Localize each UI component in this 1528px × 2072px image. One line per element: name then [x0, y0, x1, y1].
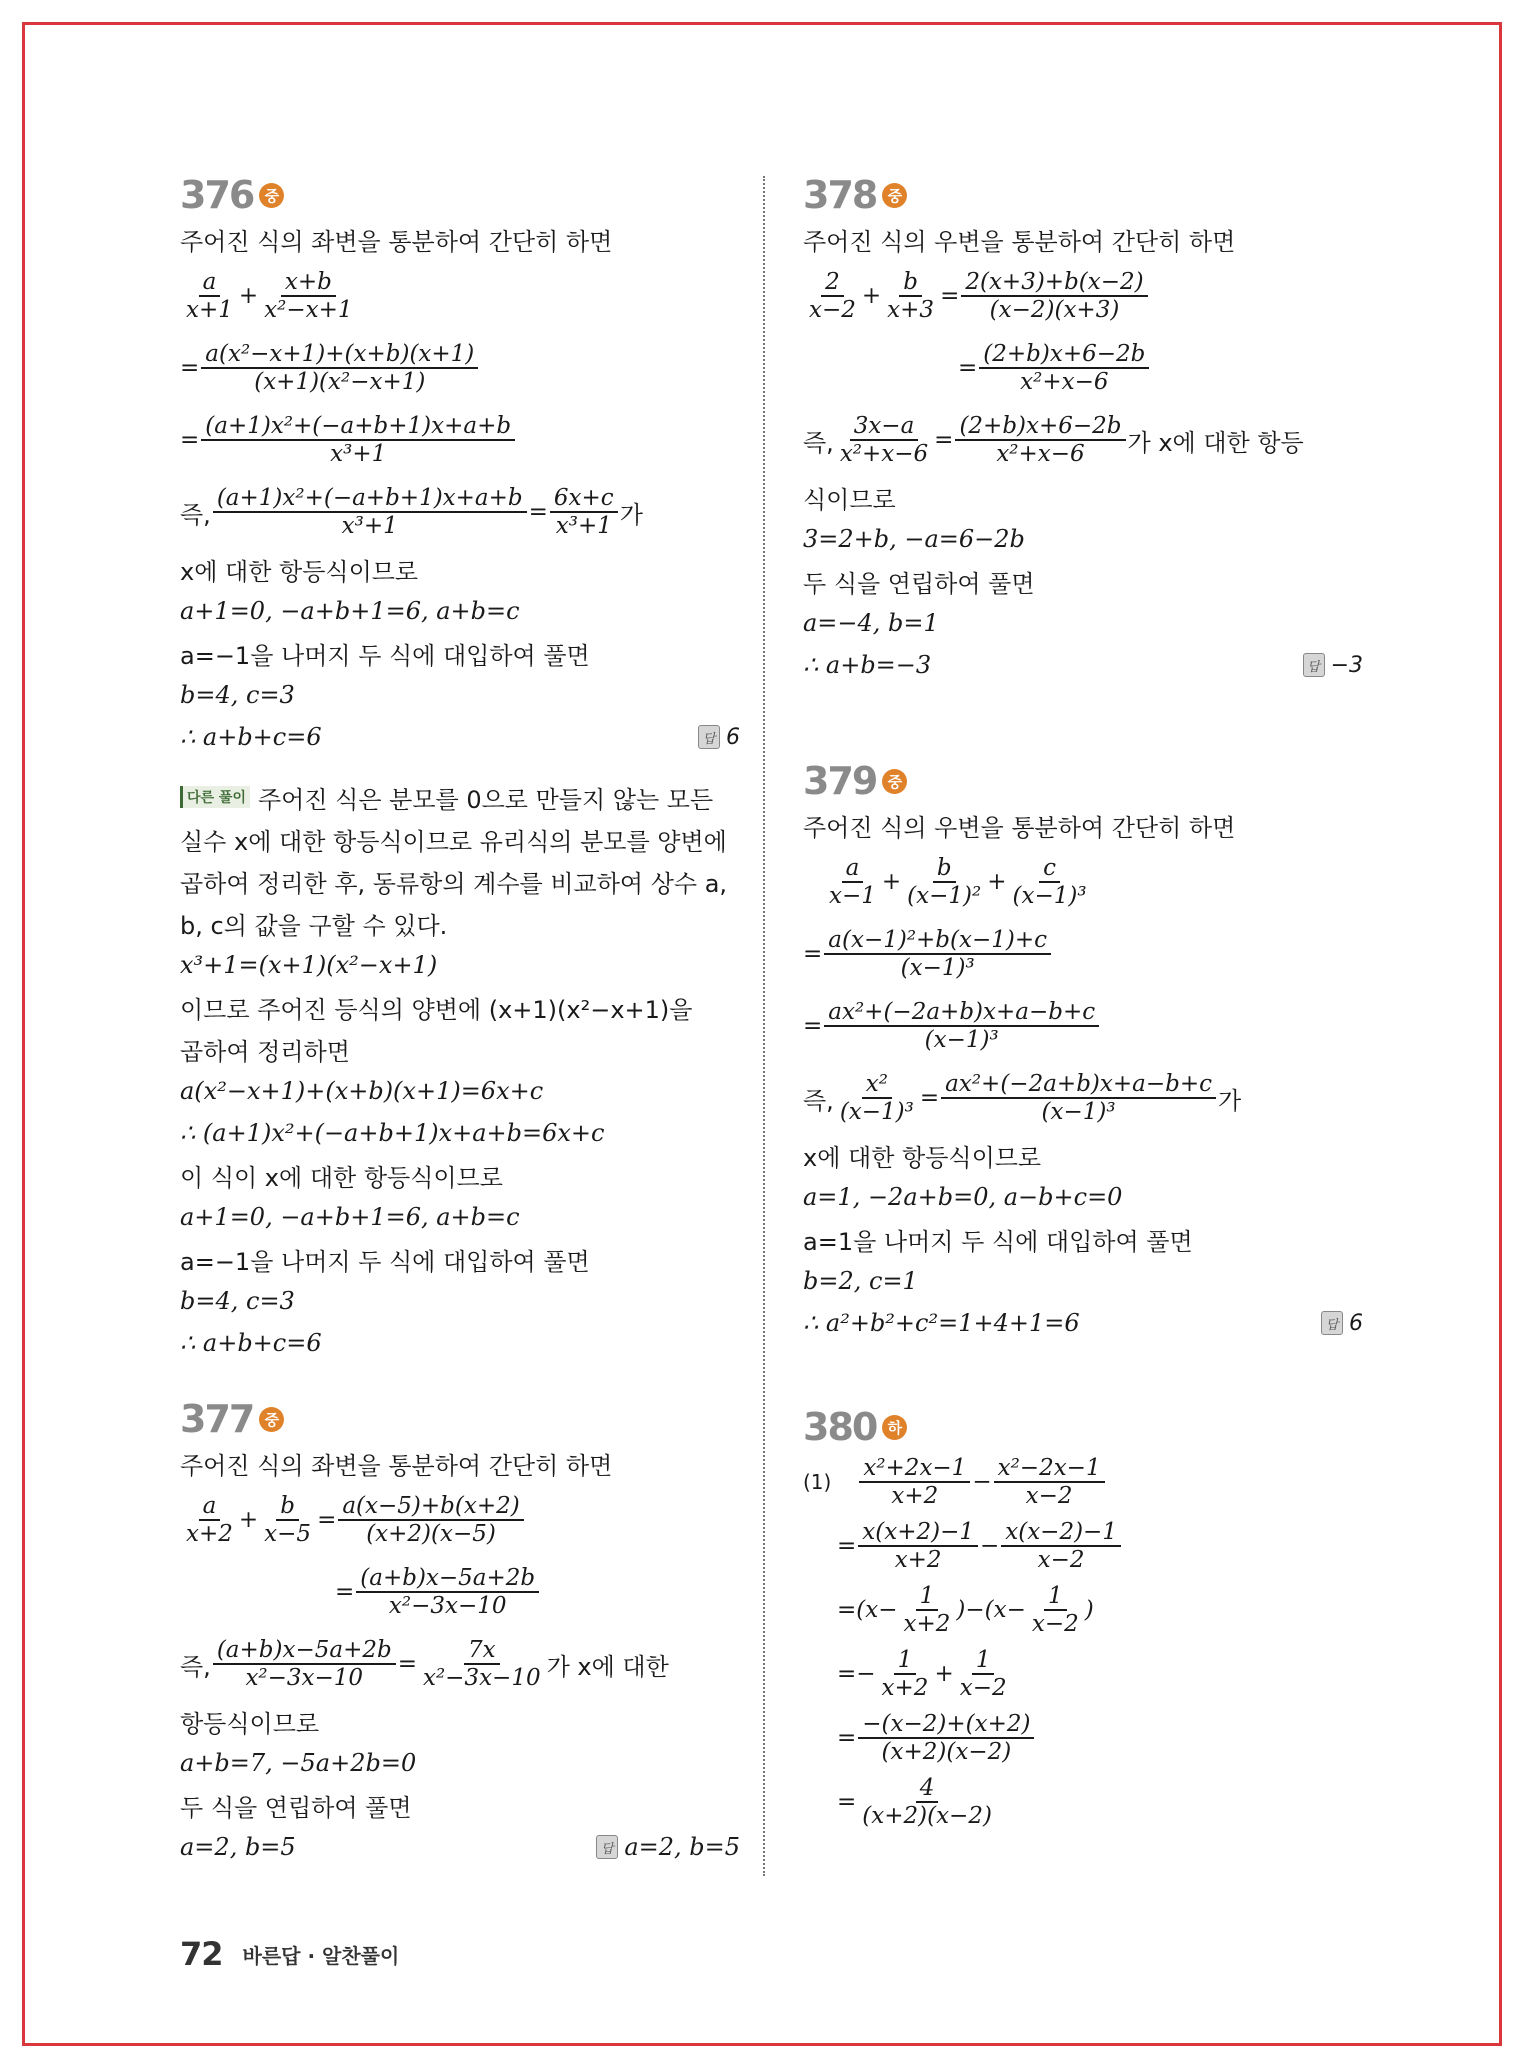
denominator: x−2	[959, 1675, 1007, 1701]
intro-text: 주어진 식의 우변을 통분하여 간단히 하면	[803, 813, 1236, 842]
numerator: 1	[916, 1583, 939, 1611]
numerator: x(x−2)−1	[1001, 1519, 1121, 1547]
fraction	[900, 1583, 955, 1638]
text-line: 식이므로	[803, 485, 896, 514]
numerator: (a+b)x−5a+2b	[356, 1565, 539, 1593]
equation-line	[803, 1706, 1363, 1770]
numerator: b	[899, 269, 922, 297]
denominator: (x−1)³	[900, 955, 975, 981]
expression: )	[1084, 1597, 1094, 1623]
math-line: a+b=7, −5a+2b=0	[180, 1749, 417, 1777]
fraction	[182, 1493, 237, 1548]
math-line: a(x²−x+1)+(x+b)(x+1)=6x+c	[180, 1077, 544, 1105]
problem-377	[180, 1396, 740, 1868]
fraction	[550, 485, 618, 540]
text: 가	[1218, 1086, 1242, 1115]
conclusion: ∴ a²+b²+c²=1+4+1=6	[803, 1309, 1080, 1337]
equation-line	[180, 404, 740, 476]
math-line: b=2, c=1	[803, 1267, 918, 1295]
equation-line	[180, 260, 740, 332]
denominator: (x−1)²	[907, 883, 982, 909]
fraction	[182, 269, 237, 324]
text-line: 두 식을 연립하여 풀면	[803, 569, 1035, 598]
numerator: 1	[972, 1647, 995, 1675]
numerator: 1	[1044, 1583, 1067, 1611]
numerator: a	[199, 269, 221, 297]
fraction	[858, 1711, 1034, 1766]
denominator: x+2	[903, 1611, 951, 1637]
denominator: (x−1)³	[1012, 883, 1087, 909]
text-line: 곱하여 정리한 후, 동류항의 계수를 비교하여 상수 a,	[180, 869, 728, 898]
operator: =	[180, 427, 200, 453]
fraction	[338, 1493, 523, 1548]
denominator: x−2	[1025, 1483, 1073, 1509]
fraction	[883, 269, 938, 324]
problem-number	[803, 758, 1363, 804]
text: 가 x에 대한 항등	[1127, 428, 1304, 457]
problem-number	[180, 172, 740, 218]
denominator: x−2	[1031, 1611, 1079, 1637]
fraction	[961, 269, 1147, 324]
math-line: ∴ a+b+c=6	[180, 1329, 322, 1357]
operator: =	[803, 1013, 823, 1039]
fraction	[805, 269, 860, 324]
numerator: x²	[862, 1071, 892, 1099]
operator: =	[317, 1507, 337, 1533]
difficulty-badge: 중	[259, 183, 284, 208]
operator: =	[919, 1085, 940, 1111]
difficulty-badge: 중	[882, 183, 907, 208]
fraction	[1001, 1519, 1121, 1574]
problem-number-text: 380	[803, 1405, 877, 1449]
denominator: x+3	[887, 297, 935, 323]
denominator: (x+2)(x−2)	[862, 1803, 992, 1829]
difficulty-badge: 중	[259, 1407, 284, 1432]
answer-value: 6	[726, 724, 740, 750]
numerator: −(x−2)+(x+2)	[858, 1711, 1034, 1739]
answer-icon: 답	[1303, 653, 1325, 677]
fraction	[903, 855, 985, 910]
equation-line	[803, 1642, 1363, 1706]
fraction	[213, 1637, 396, 1692]
text-line: a=−1을 나머지 두 식에 대입하여 풀면	[180, 641, 590, 670]
text-line: 이므로 주어진 등식의 양변에 (x+1)(x²−x+1)을	[180, 995, 693, 1024]
numerator: a	[842, 855, 864, 883]
alt-solution-line	[180, 776, 740, 818]
denominator: x−2	[1037, 1547, 1085, 1573]
math-line: ∴ (a+1)x²+(−a+b+1)x+a+b=6x+c	[180, 1119, 605, 1147]
denominator: (x+2)(x−5)	[366, 1521, 496, 1547]
fraction	[201, 413, 515, 468]
numerator: (a+1)x²+(−a+b+1)x+a+b	[201, 413, 515, 441]
conclusion: a=2, b=5	[180, 1833, 296, 1861]
numerator: a(x−5)+b(x+2)	[338, 1493, 523, 1521]
text-line: 두 식을 연립하여 풀면	[180, 1793, 412, 1822]
text-line: b, c의 값을 구할 수 있다.	[180, 911, 448, 940]
answer	[1303, 653, 1363, 678]
text-line: x에 대한 항등식이므로	[180, 557, 419, 586]
numerator: (a+1)x²+(−a+b+1)x+a+b	[213, 485, 527, 513]
fraction	[836, 1071, 918, 1126]
text: 즉,	[180, 500, 211, 529]
text: 가 x에 대한	[546, 1652, 669, 1681]
denominator: x²−3x−10	[388, 1593, 507, 1619]
problem-number-text: 379	[803, 759, 877, 803]
math-line: a=1, −2a+b=0, a−b+c=0	[803, 1183, 1123, 1211]
operator: =	[180, 355, 200, 381]
fraction	[419, 1637, 545, 1692]
numerator: x(x+2)−1	[858, 1519, 978, 1547]
fraction	[836, 413, 932, 468]
denominator: x+2	[894, 1547, 942, 1573]
operator: +	[238, 283, 259, 309]
denominator: x²−3x−10	[245, 1665, 364, 1691]
math-line: a=−4, b=1	[803, 609, 939, 637]
denominator: x+2	[881, 1675, 929, 1701]
page-number: 72	[180, 1935, 223, 1973]
numerator: x²+2x−1	[859, 1455, 970, 1483]
intro-text: 주어진 식의 좌변을 통분하여 간단히 하면	[180, 1451, 613, 1480]
equation-line	[180, 332, 740, 404]
answer-value: −3	[1330, 652, 1363, 678]
numerator: a(x²−x+1)+(x+b)(x+1)	[201, 341, 478, 369]
operator: =	[837, 1533, 857, 1559]
fraction	[213, 485, 527, 540]
denominator: x²−x+1	[264, 297, 353, 323]
equation-line	[180, 476, 740, 548]
text-line: 실수 x에 대한 항등식이므로 유리식의 분모를 양변에	[180, 827, 727, 856]
fraction	[1028, 1583, 1083, 1638]
denominator: x+2	[891, 1483, 939, 1509]
fraction	[824, 999, 1099, 1054]
expression: =−	[837, 1661, 876, 1687]
left-column	[180, 172, 740, 1868]
fraction	[825, 855, 880, 910]
answer	[698, 725, 740, 750]
operator: =	[837, 1789, 857, 1815]
fraction	[878, 1647, 933, 1702]
answer-icon: 답	[596, 1835, 618, 1859]
right-column	[803, 172, 1363, 1834]
equation-line	[803, 1770, 1363, 1834]
math-line	[803, 644, 1363, 686]
math-line	[803, 1302, 1363, 1344]
operator: +	[881, 869, 902, 895]
math-line: a+1=0, −a+b+1=6, a+b=c	[180, 1203, 520, 1231]
numerator: ax²+(−2a+b)x+a−b+c	[941, 1071, 1216, 1099]
math-line	[180, 1826, 740, 1868]
denominator: (x−1)³	[924, 1027, 999, 1053]
book-title: 바른답 · 알찬풀이	[242, 1943, 400, 1968]
answer	[1321, 1311, 1363, 1336]
denominator: x³+1	[555, 513, 612, 539]
numerator: 6x+c	[550, 485, 618, 513]
equation-line	[180, 1628, 740, 1700]
difficulty-badge: 중	[882, 769, 907, 794]
operator: =	[958, 355, 978, 381]
problem-number-text: 376	[180, 173, 254, 217]
problem-number-text: 378	[803, 173, 877, 217]
operator: =	[934, 427, 954, 453]
fraction	[260, 269, 356, 324]
intro-text: 주어진 식의 우변을 통분하여 간단히 하면	[803, 227, 1236, 256]
math-line	[180, 716, 740, 758]
fraction	[859, 1455, 970, 1510]
denominator: x²+x−6	[839, 441, 929, 467]
fraction	[979, 341, 1149, 396]
text-line: x에 대한 항등식이므로	[803, 1143, 1042, 1172]
operator: =	[940, 283, 960, 309]
problem-number	[180, 1396, 740, 1442]
fraction	[994, 1455, 1105, 1510]
operator: =	[803, 941, 823, 967]
numerator: c	[1039, 855, 1060, 883]
operator: +	[987, 869, 1007, 895]
answer-icon: 답	[1321, 1311, 1343, 1335]
numerator: b	[933, 855, 956, 883]
fraction	[858, 1775, 996, 1830]
numerator: x²−2x−1	[994, 1455, 1105, 1483]
equation-line	[803, 260, 1363, 332]
denominator: x−1	[829, 883, 876, 909]
denominator: x²−3x−10	[422, 1665, 541, 1691]
problem-number	[803, 1404, 1363, 1450]
operator: +	[238, 1507, 259, 1533]
equation-line	[180, 1484, 740, 1556]
equation-line	[803, 1062, 1363, 1134]
text: 즉,	[803, 1086, 834, 1115]
equation-line	[803, 1514, 1363, 1578]
equation-line	[803, 846, 1363, 918]
problem-380	[803, 1404, 1363, 1834]
text-line: a=−1을 나머지 두 식에 대입하여 풀면	[180, 1247, 590, 1276]
column-divider	[763, 176, 765, 1876]
problem-378	[803, 172, 1363, 686]
intro-text: 주어진 식의 좌변을 통분하여 간단히 하면	[180, 227, 613, 256]
numerator: 2(x+3)+b(x−2)	[961, 269, 1147, 297]
text-line: 항등식이므로	[180, 1709, 320, 1738]
numerator: 2	[821, 269, 844, 297]
expression: =(x−	[837, 1597, 898, 1623]
operator: +	[861, 283, 882, 309]
fraction	[824, 927, 1051, 982]
denominator: x³+1	[330, 441, 387, 467]
equation-line	[803, 332, 1363, 404]
text: 주어진 식은 분모를 0으로 만들지 않는 모든	[257, 785, 714, 814]
denominator: (x+1)(x²−x+1)	[254, 369, 426, 395]
numerator: (a+b)x−5a+2b	[213, 1637, 396, 1665]
equation-line	[803, 990, 1363, 1062]
equation-line	[803, 918, 1363, 990]
answer-value: 6	[1349, 1310, 1363, 1336]
numerator: 1	[894, 1647, 917, 1675]
fraction	[201, 341, 478, 396]
fraction	[356, 1565, 539, 1620]
math-line: b=4, c=3	[180, 681, 295, 709]
conclusion: ∴ a+b+c=6	[180, 723, 322, 751]
fraction	[955, 413, 1125, 468]
problem-number	[803, 172, 1363, 218]
numerator: 4	[916, 1775, 939, 1803]
numerator: ax²+(−2a+b)x+a−b+c	[824, 999, 1099, 1027]
fraction	[956, 1647, 1011, 1702]
denominator: (x+2)(x−2)	[881, 1739, 1012, 1765]
text: 가	[619, 500, 643, 529]
numerator: 7x	[464, 1637, 500, 1665]
problem-number-text: 377	[180, 1397, 254, 1441]
denominator: (x−1)³	[839, 1099, 914, 1125]
numerator: (2+b)x+6−2b	[979, 341, 1149, 369]
numerator: x+b	[281, 269, 336, 297]
math-line: 3=2+b, −a=6−2b	[803, 525, 1025, 553]
equation-line	[803, 404, 1363, 476]
fraction	[858, 1519, 978, 1574]
numerator: 3x−a	[850, 413, 919, 441]
text-line: 이 식이 x에 대한 항등식이므로	[180, 1163, 503, 1192]
difficulty-badge: 하	[882, 1415, 907, 1440]
answer-icon: 답	[698, 725, 720, 749]
alt-solution-label: 다른 풀이	[180, 786, 250, 808]
operator: −	[979, 1533, 1000, 1559]
operator: =	[528, 499, 548, 525]
denominator: x²+x−6	[1020, 369, 1109, 395]
problem-376	[180, 172, 740, 1364]
fraction	[260, 1493, 315, 1548]
operator: +	[934, 1661, 954, 1687]
math-line: a+1=0, −a+b+1=6, a+b=c	[180, 597, 520, 625]
denominator: x−5	[264, 1521, 312, 1547]
answer	[596, 1833, 740, 1861]
denominator: (x−1)³	[1041, 1099, 1116, 1125]
text: 즉,	[180, 1652, 211, 1681]
math-line: b=4, c=3	[180, 1287, 295, 1315]
expression: )−(x−	[956, 1597, 1026, 1623]
problem-379	[803, 758, 1363, 1344]
fraction	[1009, 855, 1091, 910]
math-line: x³+1=(x+1)(x²−x+1)	[180, 951, 438, 979]
operator: =	[335, 1579, 355, 1605]
text-line: 곱하여 정리하면	[180, 1037, 350, 1066]
denominator: x²+x−6	[996, 441, 1085, 467]
operator: −	[972, 1469, 992, 1495]
sub-label: (1)	[803, 1470, 832, 1494]
text-line: a=1을 나머지 두 식에 대입하여 풀면	[803, 1227, 1193, 1256]
page-footer	[180, 1935, 399, 1973]
conclusion: ∴ a+b=−3	[803, 651, 932, 679]
denominator: x−2	[809, 297, 856, 323]
numerator: (2+b)x+6−2b	[955, 413, 1125, 441]
denominator: x+2	[186, 1521, 233, 1547]
denominator: x+1	[186, 297, 233, 323]
equation-line	[803, 1450, 1363, 1514]
equation-line	[803, 1578, 1363, 1642]
numerator: b	[276, 1493, 299, 1521]
denominator: x³+1	[341, 513, 398, 539]
equation-line	[180, 1556, 740, 1628]
answer-value: a=2, b=5	[624, 1833, 740, 1861]
fraction	[941, 1071, 1216, 1126]
operator: =	[397, 1651, 417, 1677]
numerator: a	[199, 1493, 221, 1521]
text: 즉,	[803, 428, 834, 457]
operator: =	[837, 1725, 857, 1751]
denominator: (x−2)(x+3)	[989, 297, 1120, 323]
numerator: a(x−1)²+b(x−1)+c	[824, 927, 1051, 955]
